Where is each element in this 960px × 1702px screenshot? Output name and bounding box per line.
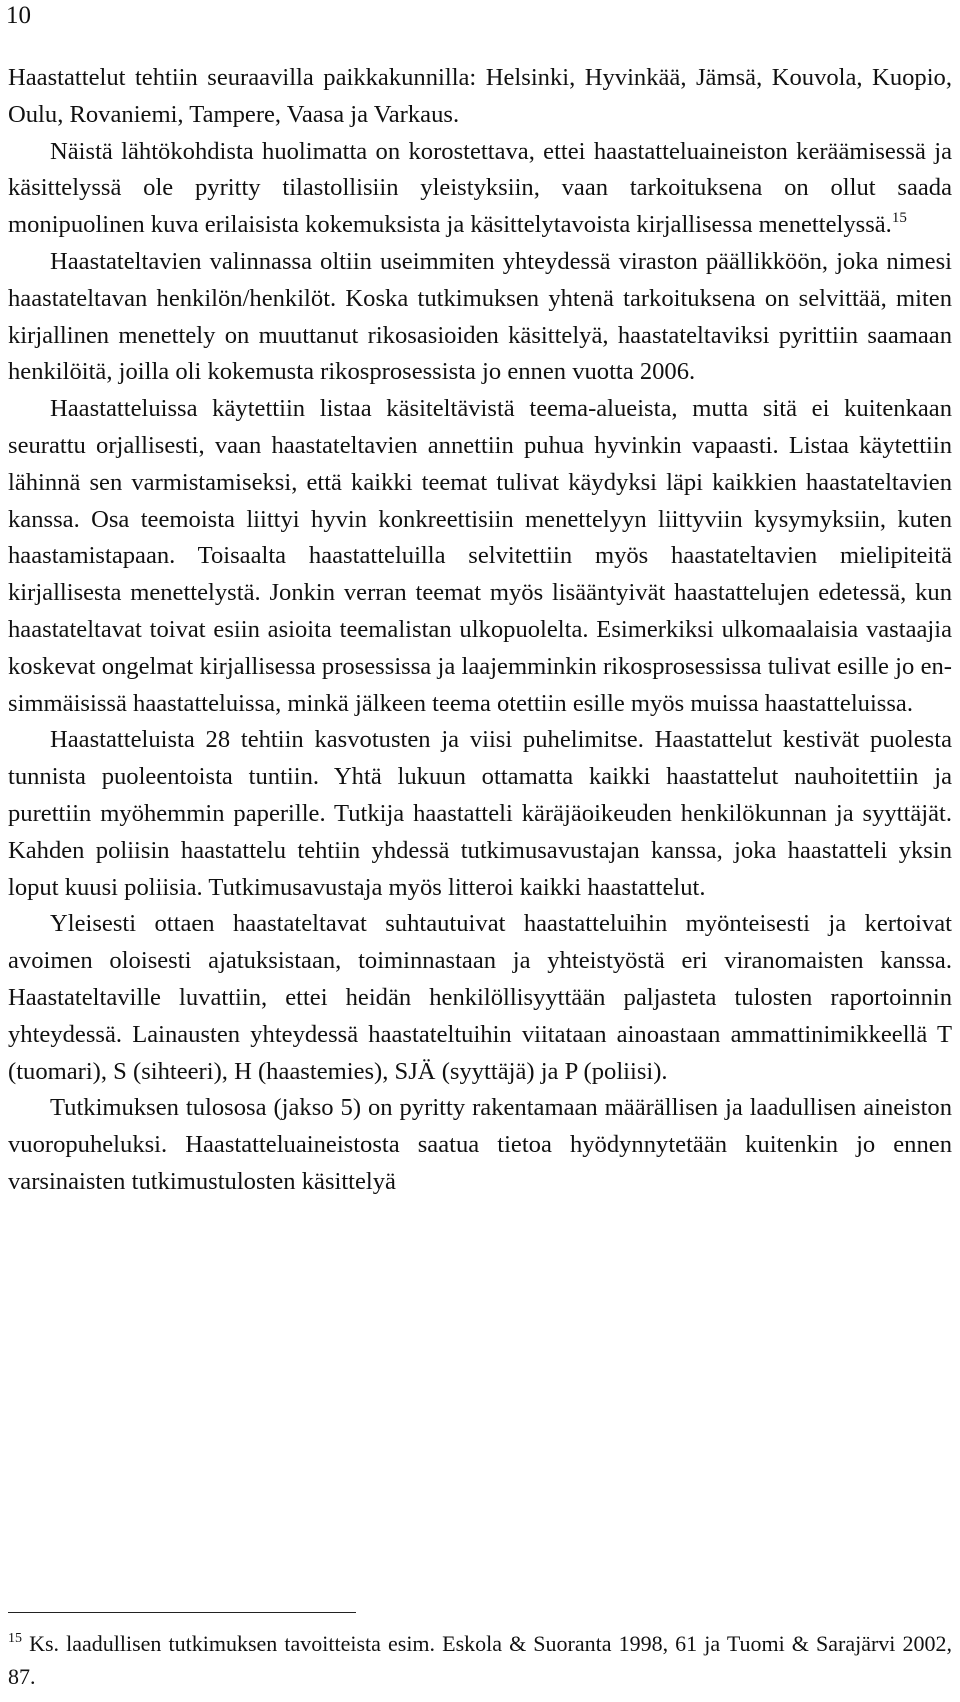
footnote xyxy=(8,1627,952,1693)
paragraph: Yleisesti ottaen haastateltavat suhtautuivat haastatteluihin myönteisesti ja kertoivat avoimen oloisesti ajatuksistaan, toiminnastaan ja yhteistyöstä eri viranomaisten kanssa. Haastateltaville luvattiin, ettei heidän henkilöllisyyttään paljasteta tulosten raportoinnin yhteydessä. Lainausten yhteydessä haastateltuihin viitataan ainoastaan ammattinimikkeellä T (tuomari), S (sihteeri), H (haastemies), SJÄ (syyttäjä) ja P (poliisi). xyxy=(8,910,952,1085)
paragraph-text: Näistä lähtökohdista huolimatta on korostettava, ettei haastatteluaineiston keräämisessä ja käsittelyssä ole pyritty tilastollisiin yleistyksiin, vaan tarkoituksena on ollut saada monipuolinen kuva erilaisista kokemuksista ja käsittelytavoista kirjallisessa menettelyssä. xyxy=(8,137,952,239)
footnote-marker: 15 xyxy=(8,1631,22,1646)
paragraph: Haastateltavien valinnassa oltiin useimmiten yhteydessä viraston päällikköön, joka nimesi haastateltavan henkilön/henkilöt. Koska tutkimuksen yhtenä tarkoituksena on selvittää, miten kirjallinen menettely on muuttanut rikosasioiden käsittelyä, haastateltaviksi pyrittiin saamaan henkilöitä, joilla oli kokemusta rikosprosessista jo ennen vuotta 2006. xyxy=(8,247,952,386)
footnote-text: Ks. laadullisen tutkimuksen tavoitteista esim. Eskola & Suoranta 1998, 61 ja Tuomi & Sarajärvi 2002, 87. xyxy=(8,1631,952,1689)
body-text xyxy=(8,60,952,1201)
paragraph: Tutkimuksen tulososa (jakso 5) on pyritty rakentamaan määrällisen ja laadullisen aineiston vuoropuheluksi. Haastatteluaineistosta saatua tietoa hyödynnytetään kuitenkin jo ennen varsinaisten tutkimustulosten käsittelyä xyxy=(8,1094,952,1195)
paragraph xyxy=(8,134,952,244)
paragraph: Haastatteluissa käytettiin listaa käsiteltävistä teema-alueista, mutta sitä ei kuitenkaan seurattu orjallisesti, vaan haastateltavien annettiin puhua hyvinkin vapaasti. Listaa käytettiin lähinnä sen varmistamiseksi, että kaikki teemat tulivat käydyksi läpi kaikkien haastateltavien kanssa. Osa teemoista liittyi hyvin konkreettisiin menettelyyn liittyviin kysymyksiin, kuten haastamistapaan. Toisaalta haastatteluilla selvitettiin myös haastateltavien mielipiteitä kirjallisesta menettelystä. Jonkin verran teemat myös lisääntyivät haastattelujen edetessä, kun haastateltavat toivat esiin asioita teemalistan ulkopuolelta. Esimerkiksi ulkomaalaisia vastaajia koskevat ongelmat kirjallisessa prosessissa ja laajemminkin rikosprosessissa tulivat esille jo ensimmäisissä haastatteluissa, minkä jälkeen teema otettiin esille myös muissa haastatteluissa. xyxy=(8,395,952,717)
paragraph: Haastattelut tehtiin seuraavilla paikkakunnilla: Helsinki, Hyvinkää, Jämsä, Kouvola, Kuopio, Oulu, Rovaniemi, Tampere, Vaasa ja Varkaus. xyxy=(8,64,952,128)
footnote-divider xyxy=(8,1612,356,1613)
paragraph: Haastatteluista 28 tehtiin kasvotusten ja viisi puhelimitse. Haastattelut kestivät puolesta tunnista puoleentoista tuntiin. Yhtä lukuun ottamatta kaikki haastattelut nauhoitettiin ja purettiin myöhemmin paperille. Tutkija haastatteli käräjäoikeuden henkilökunnan ja syyttäjät. Kahden poliisin haastattelu tehtiin yhdessä tutkimusavustajan kanssa, joka haastatteli yksin loput kuusi poliisia. Tutkimusavustaja myös litteroi kaikki haastattelut. xyxy=(8,726,952,901)
page-number: 10 xyxy=(6,2,31,29)
footnote-reference: 15 xyxy=(891,210,907,227)
